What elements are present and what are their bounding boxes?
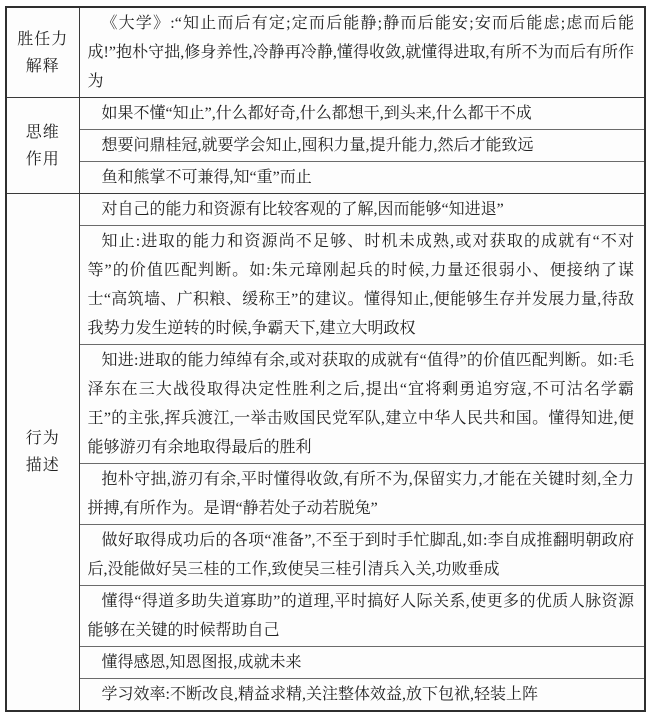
table-row xyxy=(6,647,645,679)
cell-behavior-2 xyxy=(79,226,645,345)
section-behavior-description xyxy=(6,194,645,712)
competency-table xyxy=(5,6,646,712)
cell-thinking-3 xyxy=(79,162,645,194)
table-row xyxy=(6,98,645,130)
cell-explanation-text xyxy=(79,7,645,98)
cell-behavior-7 xyxy=(79,647,645,679)
cell-behavior-4 xyxy=(79,464,645,525)
cell-behavior-8 xyxy=(79,679,645,712)
paragraph: 懂得感恩,知恩图报,成就未来 xyxy=(101,654,302,671)
cell-behavior-6 xyxy=(79,586,645,647)
cell-thinking-2 xyxy=(79,130,645,162)
paragraph: 对自己的能力和资源有比较客观的了解,因而能够“知进退” xyxy=(101,201,504,218)
paragraph: 想要问鼎桂冠,就要学会知止,囤积力量,提升能力,然后才能致远 xyxy=(101,137,534,154)
label-line: 作用 xyxy=(25,150,60,168)
table-row xyxy=(6,345,645,464)
cell-behavior-3 xyxy=(79,345,645,464)
cell-behavior-5 xyxy=(79,525,645,586)
paragraph: 学习效率:不断改良,精益求精,关注整体效益,放下包袱,轻装上阵 xyxy=(101,686,538,703)
paragraph: 《大学》:“知止而后有定;定而后能静;静而后能安;安而后能虑;虑而后能成!”抱朴守拙,修身养性,冷静再冷静,懂得收敛,就懂得进取,有所不为而后有所作为 xyxy=(87,15,634,90)
label-line: 思维 xyxy=(25,123,60,141)
table-row xyxy=(6,679,645,712)
label-line: 行为 xyxy=(25,430,60,447)
table-row xyxy=(6,130,645,162)
paragraph: 懂得“得道多助失道寡助”的道理,平时搞好人际关系,使更多的优质人脉资源能够在关键的时候帮助自己 xyxy=(87,593,634,639)
table-row xyxy=(6,162,645,194)
paragraph: 抱朴守拙,游刃有余,平时懂得收敛,有所不为,保留实力,才能在关键时刻,全力拼搏,有所作为。是谓“静若处子动若脱兔” xyxy=(87,471,634,517)
paragraph: 知进:进取的能力绰绰有余,或对获取的成就有“值得”的价值匹配判断。如:毛泽东在三大战役取得决定性胜利之后,提出“宜将剩勇追穷寇,不可沽名学霸王”的主张,挥兵渡江,一举击败国民党军队,建立中华人民共和国。懂得知进,便能够游刃有余地取得最后的胜利 xyxy=(87,352,634,456)
cell-behavior-1 xyxy=(79,194,645,226)
label-line: 描述 xyxy=(25,457,60,474)
row-label-behavior-description xyxy=(6,194,79,712)
table-row xyxy=(6,586,645,647)
paragraph: 做好取得成功后的各项“准备”,不至于到时手忙脚乱,如:李自成推翻明朝政府后,没能做好吴三桂的工作,致使吴三桂引清兵入关,功败垂成 xyxy=(87,532,634,578)
row-label-competency-explanation xyxy=(6,7,79,98)
label-line: 解释 xyxy=(25,57,60,75)
label-line: 胜任力 xyxy=(17,30,69,48)
paragraph: 如果不懂“知止”,什么都好奇,什么都想干,到头来,什么都干不成 xyxy=(101,105,532,122)
section-competency-explanation xyxy=(6,7,645,98)
table-row xyxy=(6,7,645,98)
table-row xyxy=(6,226,645,345)
cell-thinking-1 xyxy=(79,98,645,130)
table-row xyxy=(6,194,645,226)
table-row xyxy=(6,525,645,586)
row-label-thinking-function xyxy=(6,98,79,194)
section-thinking-function xyxy=(6,98,645,194)
table-row xyxy=(6,464,645,525)
paragraph: 鱼和熊掌不可兼得,知“重”而止 xyxy=(101,169,312,186)
paragraph: 知止:进取的能力和资源尚不足够、时机未成熟,或对获取的成就有“不对等”的价值匹配判断。如:朱元璋刚起兵的时候,力量还很弱小、便接纳了谋士“高筑墙、广积粮、缓称王”的建议。懂得知止,便能够生存并发展力量,待敌我势力发生逆转的时候,争霸天下,建立大明政权 xyxy=(87,233,634,337)
